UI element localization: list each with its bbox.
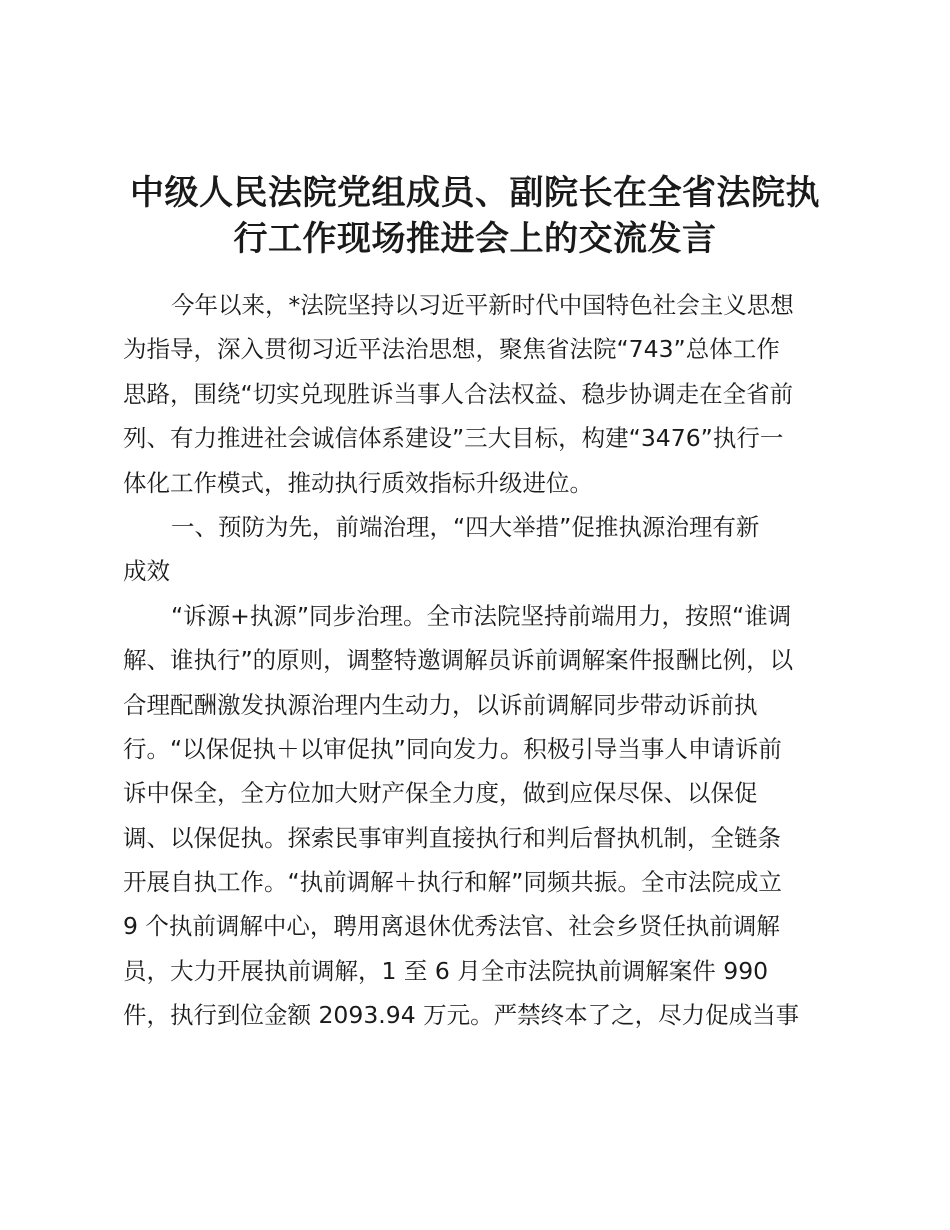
- body-line: 合理配酬激发执源治理内生动力，以诉前调解同步带动诉前执: [123, 690, 758, 719]
- body-line: 诉中保全，全方位加大财产保全力度，做到应保尽保、以保促: [123, 779, 758, 808]
- document-title: [115, 170, 835, 262]
- body-line: 调、以保促执。探索民事审判直接执行和判后督执机制，全链条: [123, 823, 781, 852]
- body-line: 列、有力推进社会诚信体系建设”三大目标，构建“3476”执行一: [123, 424, 784, 453]
- body-line: 解、谁执行”的原则，调整特邀调解员诉前调解案件报酬比例，以: [123, 646, 794, 675]
- body-line: 件，执行到位金额 2093.94 万元。严禁终本了之，尽力促成当事: [123, 1001, 800, 1030]
- document-body: [123, 283, 835, 1038]
- body-line: “诉源+执源”同步治理。全市法院坚持前端用力，按照“谁调: [171, 601, 792, 630]
- body-line: 开展自执工作。“执前调解＋执行和解”同频共振。全市法院成立: [123, 868, 782, 897]
- body-line: 今年以来，*法院坚持以习近平新时代中国特色社会主义思想: [171, 291, 794, 319]
- section-heading-line: 一、预防为先，前端治理，“四大举措”促推执源治理有新: [171, 512, 760, 541]
- section-heading-line: 成效: [123, 557, 170, 586]
- body-line: 思路，围绕“切实兑现胜诉当事人合法权益、稳步协调走在全省前: [123, 379, 794, 408]
- body-line: 为指导，深入贯彻习近平法治思想，聚焦省法院“743”总体工作: [123, 335, 780, 364]
- body-line: 9 个执前调解中心，聘用离退休优秀法官、社会乡贤任执前调解: [123, 912, 780, 941]
- body-line: 员，大力开展执前调解，1 至 6 月全市法院执前调解案件 990: [123, 956, 769, 985]
- title-line: 中级人民法院党组成员、副院长在全省法院执: [130, 173, 820, 213]
- title-line: 行工作现场推进会上的交流发言: [233, 219, 717, 259]
- body-line: 体化工作模式，推动执行质效指标升级进位。: [123, 468, 593, 497]
- body-line: 行。“以保促执＋以审促执”同向发力。积极引导当事人申请诉前: [123, 734, 782, 763]
